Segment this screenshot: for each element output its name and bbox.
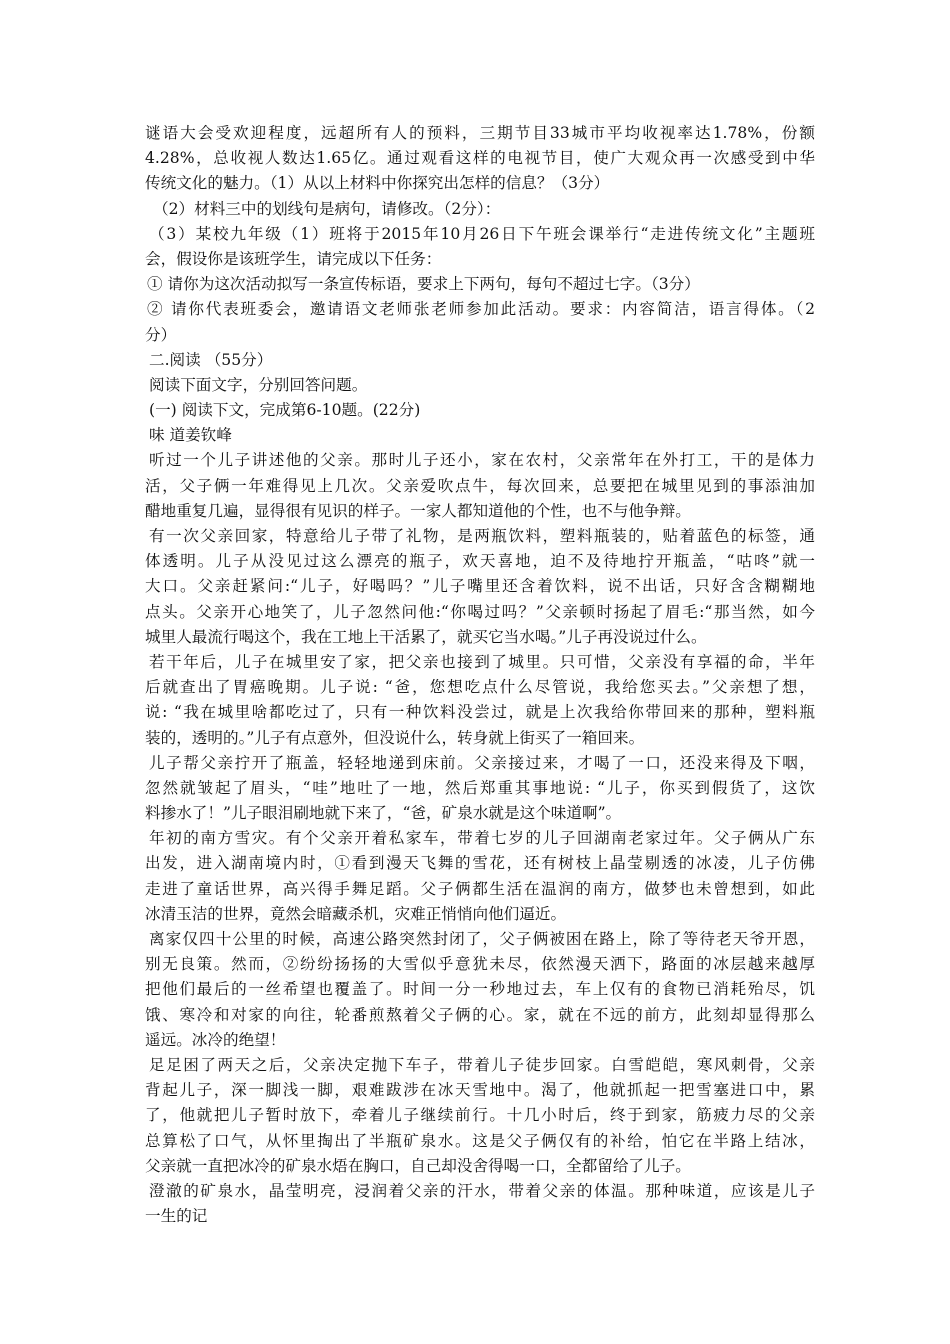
text-line: 冰清玉洁的世界，竟然会暗藏杀机，灾难正悄悄向他们逼近。 <box>145 904 567 923</box>
text-line: 出发，进入湖南境内时，①看到漫天飞舞的雪花，还有树枝上晶莹剔透的冰凌，儿子仿佛 <box>145 854 815 873</box>
text-line: 总算松了口气，从怀里掏出了半瓶矿泉水。这是父子俩仅有的补给，怕它在半路上结冰， <box>145 1131 815 1150</box>
text-line: 装的，透明的。”儿子有点意外，但没说什么，转身就上街买了一箱回来。 <box>145 728 645 747</box>
text-line: ① 请你为这次活动拟写一条宣传标语，要求上下两句，每句不超过七字。（3分） <box>147 275 700 294</box>
text-line: 忽然就皱起了眉头，“哇”地吐了一地，然后郑重其事地说: “儿子，你买到假货了，这饮 <box>145 778 815 797</box>
text-line: 点头。父亲开心地笑了，儿子忽然问他:“你喝过吗？”父亲顿时扬起了眉毛:“那当然，如今 <box>145 602 815 621</box>
text-line: 澄澈的矿泉水，晶莹明亮，浸润着父亲的汗水，带着父亲的体温。那种味道，应该是儿子 <box>149 1181 815 1200</box>
text-line: 会，假设你是该班学生，请完成以下任务： <box>145 249 442 268</box>
text-line: 走进了童话世界，高兴得手舞足蹈。父子俩都生活在温润的南方，做梦也未曾想到，如此 <box>145 879 815 898</box>
article-title: 味 道姜钦峰 <box>149 426 232 445</box>
text-line: 离家仅四十公里的时候，高速公路突然封闭了，父子俩被困在路上，除了等待老天爷开恩， <box>149 930 815 948</box>
text-line: (一) 阅读下文，完成第6-10题。(22分) <box>149 401 421 420</box>
text-line: 了，他就把儿子暂时放下，牵着儿子继续前行。十几小时后，终于到家，筋疲力尽的父亲 <box>145 1106 815 1125</box>
text-line: 有一次父亲回家，特意给儿子带了礼物，是两瓶饮料，塑料瓶装的，贴着蓝色的标签，通 <box>149 527 815 545</box>
text-line: 谜语大会受欢迎程度，远超所有人的预料，三期节目33城市平均收视率达1.78%，份额 <box>145 124 815 142</box>
text-line: 传统文化的魅力。（1）从以上材料中你探究出怎样的信息？（3分） <box>145 174 610 193</box>
text-line: 醋地重复几遍，显得很有见识的样子。一家人都知道他的个性，也不与他争辩。 <box>145 501 691 520</box>
document-page <box>145 121 815 1229</box>
text-line: 大口。父亲赶紧问:“儿子，好喝吗？”儿子嘴里还含着饮料，说不出话，只好含含糊糊地 <box>145 577 815 596</box>
text-line: 说: “我在城里啥都吃过了，只有一种饮料没尝过，就是上次我给你带回来的那种，塑料瓶 <box>145 703 815 722</box>
text-line: 体透明。儿子从没见过这么漂亮的瓶子，欢天喜地，迫不及待地拧开瓶盖，“咕咚”就一 <box>145 552 815 571</box>
text-line: 若干年后，儿子在城里安了家，把父亲也接到了城里。只可惜，父亲没有享福的命，半年 <box>149 652 815 671</box>
text-line: 听过一个儿子讲述他的父亲。那时儿子还小，家在农村，父亲常年在外打工，干的是体力 <box>149 451 815 470</box>
text-line: 活，父子俩一年难得见上几次。父亲爱吹点牛，每次回来，总要把在城里见到的事添油加 <box>145 476 815 495</box>
section-heading: 二.阅读 （55分） <box>149 350 273 369</box>
text-line: 饿、寒冷和对家的向往，轮番煎熬着父子俩的心。家，就在不远的前方，此刻却显得那么 <box>145 1005 815 1024</box>
text-line: 父亲就一直把冰冷的矿泉水焐在胸口，自己却没舍得喝一口，全都留给了儿子。 <box>145 1156 691 1175</box>
text-line: 城里人最流行喝这个，我在工地上干活累了，就买它当水喝。”儿子再没说过什么。 <box>145 627 707 646</box>
text-line: （3）某校九年级（1）班将于2015年10月26日下午班会课举行“走进传统文化”主题班 <box>149 224 815 243</box>
text-line: 足足困了两天之后，父亲决定抛下车子，带着儿子徒步回家。白雪皑皑，寒风刺骨，父亲 <box>149 1055 815 1074</box>
text-line: （2）材料三中的划线句是病句，请修改。（2分）： <box>153 199 501 218</box>
text-line: 一生的记 <box>145 1207 208 1226</box>
text-line: 分） <box>145 325 177 344</box>
text-line: 阅读下面文字，分别回答问题。 <box>149 375 368 394</box>
text-line: 后就查出了胃癌晚期。儿子说: “爸，您想吃点什么尽管说，我给您买去。”父亲想了想， <box>145 678 815 697</box>
text-line: 4.28%，总收视人数达1.65亿。通过观看这样的电视节目，使广大观众再一次感受到中华 <box>145 149 815 168</box>
text-line: 遥远。冰冷的绝望！ <box>145 1030 286 1049</box>
text-line: 年初的南方雪灾。有个父亲开着私家车，带着七岁的儿子回湖南老家过年。父子俩从广东 <box>149 829 815 848</box>
text-line: 把他们最后的一丝希望也覆盖了。时间一分一秒地过去，车上仅有的食物已消耗殆尽，饥 <box>145 980 815 999</box>
text-line: 料掺水了！”儿子眼泪刷地就下来了，“爸，矿泉水就是这个味道啊”。 <box>145 804 622 823</box>
text-line: 别无良策。然而，②纷纷扬扬的大雪似乎意犹未尽，依然漫天洒下，路面的冰层越来越厚 <box>145 955 815 974</box>
text-line: ② 请你代表班委会，邀请语文老师张老师参加此活动。要求：内容简洁，语言得体。（2 <box>147 300 815 319</box>
text-line: 儿子帮父亲拧开了瓶盖，轻轻地递到床前。父亲接过来，才喝了一口，还没来得及下咽， <box>149 753 815 772</box>
text-line: 背起儿子，深一脚浅一脚，艰难跋涉在冰天雪地中。渴了，他就抓起一把雪塞进口中，累 <box>145 1081 815 1100</box>
